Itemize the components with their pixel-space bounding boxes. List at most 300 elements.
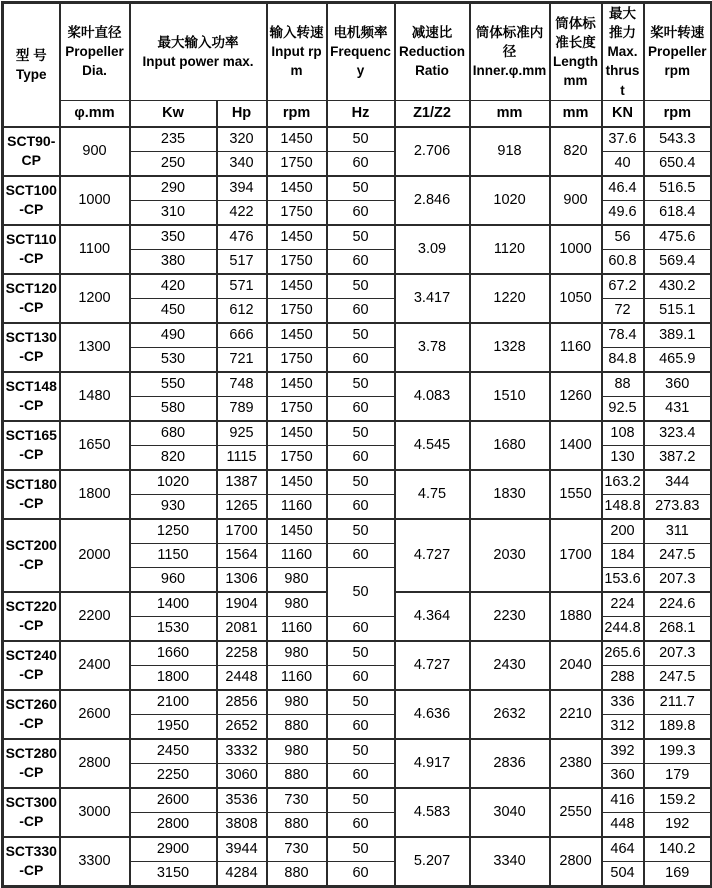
cell-input-rpm: 1750: [267, 347, 327, 372]
cell-max-thrust: 148.8: [602, 494, 644, 519]
table-row: [3, 837, 712, 862]
col-header-max-thrust-zh: 最大推力: [609, 6, 637, 41]
cell-inner-dia: 2836: [470, 739, 550, 788]
cell-input-rpm: 1750: [267, 249, 327, 274]
cell-reduction-ratio: 4.727: [395, 641, 470, 690]
cell-power-hp: 789: [217, 396, 267, 421]
cell-power-hp: 925: [217, 421, 267, 446]
table-row: [3, 519, 712, 544]
cell-power-hp: 748: [217, 372, 267, 397]
thruster-spec-table: [1, 1, 712, 888]
cell-frequency: 60: [327, 861, 395, 886]
cell-max-thrust: 312: [602, 714, 644, 739]
cell-power-kw: 2450: [130, 739, 217, 764]
cell-length: 1000: [550, 225, 602, 274]
cell-power-kw: 550: [130, 372, 217, 397]
cell-inner-dia: 1328: [470, 323, 550, 372]
cell-model: SCT280-CP: [3, 739, 60, 788]
cell-frequency: 60: [327, 714, 395, 739]
cell-model: SCT90-CP: [3, 127, 60, 176]
cell-power-kw: 1250: [130, 519, 217, 544]
cell-max-thrust: 184: [602, 543, 644, 567]
cell-input-rpm: 880: [267, 714, 327, 739]
table-row: [3, 274, 712, 299]
col-header-input-rpm-en: Input rpm: [271, 44, 322, 79]
cell-input-rpm: 1160: [267, 665, 327, 690]
cell-input-rpm: 1750: [267, 151, 327, 176]
cell-frequency: 60: [327, 347, 395, 372]
cell-propeller-rpm: 199.3: [644, 739, 712, 764]
cell-frequency: 60: [327, 200, 395, 225]
cell-model: SCT130-CP: [3, 323, 60, 372]
cell-inner-dia: 1220: [470, 274, 550, 323]
cell-max-thrust: 224: [602, 592, 644, 617]
cell-max-thrust: 200: [602, 519, 644, 544]
unit-kw: Kw: [130, 100, 217, 127]
col-header-reduction-ratio-en: Reduction Ratio: [399, 44, 466, 79]
cell-max-thrust: 78.4: [602, 323, 644, 348]
cell-input-rpm: 1450: [267, 519, 327, 544]
cell-max-thrust: 60.8: [602, 249, 644, 274]
cell-max-thrust: 108: [602, 421, 644, 446]
cell-frequency: 50: [327, 739, 395, 764]
cell-inner-dia: 1020: [470, 176, 550, 225]
cell-reduction-ratio: 3.78: [395, 323, 470, 372]
cell-max-thrust: 448: [602, 812, 644, 837]
unit-prop-rpm: rpm: [644, 100, 712, 127]
cell-propeller-dia: 1300: [60, 323, 130, 372]
cell-power-kw: 290: [130, 176, 217, 201]
unit-hp: Hp: [217, 100, 267, 127]
cell-frequency: 60: [327, 494, 395, 519]
col-header-frequency-zh: 电机频率: [333, 25, 388, 41]
cell-propeller-dia: 2200: [60, 592, 130, 641]
cell-input-rpm: 1750: [267, 445, 327, 470]
cell-power-kw: 250: [130, 151, 217, 176]
cell-power-hp: 394: [217, 176, 267, 201]
cell-max-thrust: 153.6: [602, 567, 644, 592]
cell-propeller-dia: 1100: [60, 225, 130, 274]
cell-power-hp: 3332: [217, 739, 267, 764]
cell-propeller-rpm: 273.83: [644, 494, 712, 519]
cell-frequency: 60: [327, 298, 395, 323]
cell-frequency: 60: [327, 249, 395, 274]
cell-propeller-dia: 2400: [60, 641, 130, 690]
cell-reduction-ratio: 4.583: [395, 788, 470, 837]
cell-power-kw: 1400: [130, 592, 217, 617]
cell-input-rpm: 1450: [267, 372, 327, 397]
col-header-frequency-en: Frequency: [330, 44, 391, 79]
cell-model: SCT200-CP: [3, 519, 60, 592]
cell-inner-dia: 1680: [470, 421, 550, 470]
cell-max-thrust: 265.6: [602, 641, 644, 666]
cell-propeller-rpm: 192: [644, 812, 712, 837]
cell-power-hp: 666: [217, 323, 267, 348]
cell-propeller-rpm: 169: [644, 861, 712, 886]
cell-propeller-rpm: 430.2: [644, 274, 712, 299]
cell-propeller-rpm: 360: [644, 372, 712, 397]
cell-model: SCT300-CP: [3, 788, 60, 837]
cell-propeller-rpm: 618.4: [644, 200, 712, 225]
cell-propeller-rpm: 311: [644, 519, 712, 544]
cell-inner-dia: 1830: [470, 470, 550, 519]
cell-frequency: 60: [327, 151, 395, 176]
cell-frequency: 60: [327, 396, 395, 421]
cell-power-hp: 476: [217, 225, 267, 250]
cell-inner-dia: 2030: [470, 519, 550, 592]
cell-reduction-ratio: 3.09: [395, 225, 470, 274]
col-header-type-zh: 型 号: [15, 47, 47, 63]
cell-max-thrust: 72: [602, 298, 644, 323]
cell-power-hp: 517: [217, 249, 267, 274]
cell-max-thrust: 92.5: [602, 396, 644, 421]
cell-max-thrust: 37.6: [602, 127, 644, 152]
col-header-propeller-rpm: [644, 3, 712, 101]
table-row: [3, 641, 712, 666]
cell-frequency: 50: [327, 837, 395, 862]
cell-length: 900: [550, 176, 602, 225]
cell-propeller-rpm: 515.1: [644, 298, 712, 323]
cell-propeller-rpm: 211.7: [644, 690, 712, 715]
cell-length: 1880: [550, 592, 602, 641]
cell-power-kw: 3150: [130, 861, 217, 886]
cell-power-hp: 1387: [217, 470, 267, 495]
col-header-inner-dia-zh: 筒体标准内径: [475, 25, 544, 60]
cell-max-thrust: 504: [602, 861, 644, 886]
cell-propeller-dia: 900: [60, 127, 130, 176]
unit-hz: Hz: [327, 100, 395, 127]
cell-power-kw: 450: [130, 298, 217, 323]
cell-input-rpm: 880: [267, 861, 327, 886]
cell-input-rpm: 1450: [267, 176, 327, 201]
cell-power-kw: 2250: [130, 763, 217, 788]
cell-frequency: 50: [327, 372, 395, 397]
cell-propeller-rpm: 387.2: [644, 445, 712, 470]
cell-frequency: 50: [327, 274, 395, 299]
col-header-input-power-zh: 最大输入功率: [157, 34, 239, 50]
cell-input-rpm: 980: [267, 567, 327, 592]
table-row: [3, 323, 712, 348]
cell-propeller-rpm: 207.3: [644, 567, 712, 592]
col-header-input-rpm-zh: 输入转速: [269, 25, 324, 41]
cell-input-rpm: 980: [267, 592, 327, 617]
cell-length: 1050: [550, 274, 602, 323]
cell-length: 2800: [550, 837, 602, 887]
cell-power-hp: 2652: [217, 714, 267, 739]
cell-propeller-dia: 3000: [60, 788, 130, 837]
cell-power-hp: 721: [217, 347, 267, 372]
cell-propeller-rpm: 543.3: [644, 127, 712, 152]
cell-power-hp: 1700: [217, 519, 267, 544]
cell-power-kw: 380: [130, 249, 217, 274]
cell-input-rpm: 880: [267, 812, 327, 837]
cell-reduction-ratio: 4.545: [395, 421, 470, 470]
table-row: [3, 788, 712, 813]
cell-length: 2550: [550, 788, 602, 837]
cell-max-thrust: 288: [602, 665, 644, 690]
cell-max-thrust: 416: [602, 788, 644, 813]
cell-max-thrust: 163.2: [602, 470, 644, 495]
cell-power-kw: 490: [130, 323, 217, 348]
cell-inner-dia: 1120: [470, 225, 550, 274]
cell-max-thrust: 392: [602, 739, 644, 764]
col-header-reduction-ratio-zh: 减速比: [411, 25, 453, 41]
cell-reduction-ratio: 5.207: [395, 837, 470, 887]
cell-power-kw: 1020: [130, 470, 217, 495]
cell-propeller-dia: 1650: [60, 421, 130, 470]
cell-propeller-dia: 2600: [60, 690, 130, 739]
cell-power-kw: 1530: [130, 616, 217, 641]
cell-reduction-ratio: 2.846: [395, 176, 470, 225]
cell-propeller-rpm: 207.3: [644, 641, 712, 666]
cell-reduction-ratio: 4.75: [395, 470, 470, 519]
col-header-reduction-ratio: [395, 3, 470, 101]
cell-power-kw: 1950: [130, 714, 217, 739]
cell-input-rpm: 1450: [267, 421, 327, 446]
cell-length: 1700: [550, 519, 602, 592]
col-header-length-en: Length mm: [553, 53, 599, 89]
cell-frequency: 60: [327, 445, 395, 470]
cell-power-hp: 4284: [217, 861, 267, 886]
cell-max-thrust: 67.2: [602, 274, 644, 299]
cell-power-kw: 2900: [130, 837, 217, 862]
cell-input-rpm: 730: [267, 837, 327, 862]
cell-power-hp: 3060: [217, 763, 267, 788]
col-header-inner-dia: [470, 3, 550, 101]
cell-length: 1550: [550, 470, 602, 519]
cell-frequency: 50: [327, 176, 395, 201]
cell-length: 2210: [550, 690, 602, 739]
cell-model: SCT330-CP: [3, 837, 60, 887]
cell-power-hp: 320: [217, 127, 267, 152]
col-header-propeller-rpm-zh: 桨叶转速: [650, 25, 705, 41]
cell-power-kw: 2100: [130, 690, 217, 715]
col-header-inner-dia-en: Inner.φ.mm: [472, 63, 547, 79]
cell-power-kw: 530: [130, 347, 217, 372]
cell-inner-dia: 2632: [470, 690, 550, 739]
cell-max-thrust: 84.8: [602, 347, 644, 372]
cell-frequency: 60: [327, 543, 395, 567]
cell-power-hp: 2081: [217, 616, 267, 641]
cell-input-rpm: 980: [267, 739, 327, 764]
cell-input-rpm: 1750: [267, 396, 327, 421]
cell-input-rpm: 1750: [267, 298, 327, 323]
cell-max-thrust: 56: [602, 225, 644, 250]
cell-power-kw: 930: [130, 494, 217, 519]
table-row: [3, 739, 712, 764]
cell-reduction-ratio: 4.727: [395, 519, 470, 592]
cell-length: 1260: [550, 372, 602, 421]
cell-propeller-rpm: 247.5: [644, 665, 712, 690]
unit-length-mm: mm: [550, 100, 602, 127]
cell-power-hp: 1115: [217, 445, 267, 470]
cell-length: 1400: [550, 421, 602, 470]
cell-power-hp: 612: [217, 298, 267, 323]
cell-power-hp: 3944: [217, 837, 267, 862]
col-header-type-en: Type: [15, 66, 47, 82]
cell-power-kw: 350: [130, 225, 217, 250]
col-header-input-power: [130, 3, 267, 101]
cell-model: SCT110-CP: [3, 225, 60, 274]
cell-model: SCT240-CP: [3, 641, 60, 690]
cell-power-kw: 580: [130, 396, 217, 421]
cell-max-thrust: 46.4: [602, 176, 644, 201]
col-header-max-thrust: [602, 3, 644, 101]
table-row: [3, 690, 712, 715]
cell-frequency: 50: [327, 127, 395, 152]
cell-frequency: 50: [327, 641, 395, 666]
cell-max-thrust: 244.8: [602, 616, 644, 641]
col-header-input-power-en: Input power max.: [142, 53, 254, 69]
cell-power-hp: 3808: [217, 812, 267, 837]
cell-inner-dia: 1510: [470, 372, 550, 421]
cell-input-rpm: 980: [267, 641, 327, 666]
cell-propeller-rpm: 224.6: [644, 592, 712, 617]
cell-propeller-rpm: 389.1: [644, 323, 712, 348]
cell-input-rpm: 1160: [267, 543, 327, 567]
col-header-frequency: [327, 3, 395, 101]
cell-power-kw: 1150: [130, 543, 217, 567]
table-row: [3, 176, 712, 201]
table-body: [3, 127, 712, 887]
cell-model: SCT220-CP: [3, 592, 60, 641]
cell-propeller-rpm: 247.5: [644, 543, 712, 567]
cell-reduction-ratio: 4.364: [395, 592, 470, 641]
cell-frequency: 60: [327, 763, 395, 788]
cell-frequency: 60: [327, 812, 395, 837]
cell-propeller-dia: 2000: [60, 519, 130, 592]
cell-power-kw: 960: [130, 567, 217, 592]
cell-power-kw: 1660: [130, 641, 217, 666]
unit-phi-mm: φ.mm: [60, 100, 130, 127]
unit-inner-mm: mm: [470, 100, 550, 127]
cell-model: SCT100-CP: [3, 176, 60, 225]
cell-power-hp: 1904: [217, 592, 267, 617]
cell-frequency: 50: [327, 690, 395, 715]
page: [0, 1, 712, 882]
cell-propeller-rpm: 431: [644, 396, 712, 421]
cell-max-thrust: 336: [602, 690, 644, 715]
cell-propeller-rpm: 475.6: [644, 225, 712, 250]
cell-model: SCT180-CP: [3, 470, 60, 519]
cell-propeller-rpm: 650.4: [644, 151, 712, 176]
cell-length: 820: [550, 127, 602, 176]
cell-propeller-rpm: 569.4: [644, 249, 712, 274]
cell-power-hp: 2258: [217, 641, 267, 666]
cell-propeller-rpm: 344: [644, 470, 712, 495]
cell-model: SCT260-CP: [3, 690, 60, 739]
cell-power-hp: 571: [217, 274, 267, 299]
table-row: [3, 127, 712, 152]
cell-power-kw: 1800: [130, 665, 217, 690]
cell-inner-dia: 2230: [470, 592, 550, 641]
cell-propeller-rpm: 159.2: [644, 788, 712, 813]
cell-input-rpm: 980: [267, 690, 327, 715]
cell-propeller-rpm: 140.2: [644, 837, 712, 862]
cell-power-kw: 310: [130, 200, 217, 225]
cell-reduction-ratio: 4.636: [395, 690, 470, 739]
col-header-propeller-dia-zh: 桨叶直径: [67, 25, 122, 41]
cell-power-kw: 2800: [130, 812, 217, 837]
cell-input-rpm: 1450: [267, 470, 327, 495]
table-header: [3, 3, 712, 127]
unit-kn: KN: [602, 100, 644, 127]
cell-input-rpm: 1450: [267, 274, 327, 299]
table-row: [3, 470, 712, 495]
cell-reduction-ratio: 4.083: [395, 372, 470, 421]
cell-power-hp: 1265: [217, 494, 267, 519]
cell-model: SCT120-CP: [3, 274, 60, 323]
cell-power-hp: 1564: [217, 543, 267, 567]
cell-frequency: 50: [327, 567, 395, 616]
cell-frequency: 50: [327, 225, 395, 250]
cell-max-thrust: 88: [602, 372, 644, 397]
cell-max-thrust: 40: [602, 151, 644, 176]
cell-power-kw: 2600: [130, 788, 217, 813]
unit-input-rpm: rpm: [267, 100, 327, 127]
cell-propeller-dia: 1000: [60, 176, 130, 225]
cell-power-hp: 1306: [217, 567, 267, 592]
cell-frequency: 50: [327, 788, 395, 813]
col-header-type: [3, 3, 60, 127]
cell-frequency: 60: [327, 616, 395, 641]
cell-inner-dia: 3040: [470, 788, 550, 837]
cell-input-rpm: 1450: [267, 225, 327, 250]
cell-max-thrust: 464: [602, 837, 644, 862]
cell-max-thrust: 49.6: [602, 200, 644, 225]
cell-propeller-dia: 1200: [60, 274, 130, 323]
cell-frequency: 50: [327, 519, 395, 544]
cell-propeller-rpm: 323.4: [644, 421, 712, 446]
cell-propeller-rpm: 465.9: [644, 347, 712, 372]
cell-power-kw: 235: [130, 127, 217, 152]
cell-input-rpm: 730: [267, 788, 327, 813]
cell-propeller-rpm: 516.5: [644, 176, 712, 201]
table-row: [3, 372, 712, 397]
cell-length: 1160: [550, 323, 602, 372]
cell-input-rpm: 1450: [267, 127, 327, 152]
cell-power-hp: 2856: [217, 690, 267, 715]
unit-z1z2: Z1/Z2: [395, 100, 470, 127]
cell-power-kw: 680: [130, 421, 217, 446]
col-header-max-thrust-en: Max. thrust: [605, 44, 640, 98]
cell-input-rpm: 1450: [267, 323, 327, 348]
col-header-input-rpm: [267, 3, 327, 101]
cell-input-rpm: 1750: [267, 200, 327, 225]
table-row: [3, 225, 712, 250]
cell-propeller-dia: 1800: [60, 470, 130, 519]
cell-length: 2040: [550, 641, 602, 690]
cell-input-rpm: 1160: [267, 494, 327, 519]
cell-max-thrust: 130: [602, 445, 644, 470]
cell-reduction-ratio: 2.706: [395, 127, 470, 176]
table-row: [3, 421, 712, 446]
cell-length: 2380: [550, 739, 602, 788]
cell-power-hp: 2448: [217, 665, 267, 690]
cell-inner-dia: 3340: [470, 837, 550, 887]
cell-propeller-rpm: 189.8: [644, 714, 712, 739]
cell-reduction-ratio: 3.417: [395, 274, 470, 323]
col-header-length: [550, 3, 602, 101]
col-header-propeller-dia-en: Propeller Dia.: [65, 44, 124, 79]
cell-frequency: 50: [327, 421, 395, 446]
col-header-propeller-dia: [60, 3, 130, 101]
cell-inner-dia: 918: [470, 127, 550, 176]
cell-frequency: 50: [327, 470, 395, 495]
col-header-length-zh: 筒体标准长度: [555, 15, 596, 50]
cell-model: SCT148-CP: [3, 372, 60, 421]
cell-power-hp: 3536: [217, 788, 267, 813]
